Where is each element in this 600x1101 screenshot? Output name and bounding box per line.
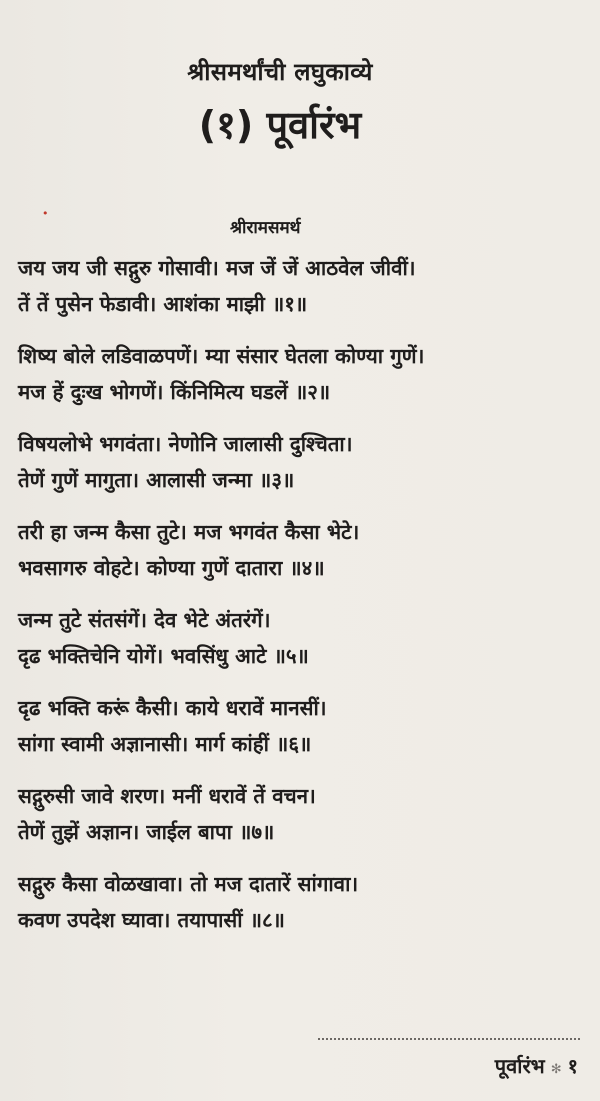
verse-6 (18, 690, 588, 762)
author-name: श्रीरामसमर्थ (230, 218, 301, 238)
page-number: १ (567, 1054, 578, 1078)
verse-line: शिष्य बोले लडिवाळपणें। म्या संसार घेतला कोण्या गुणें। (18, 344, 425, 368)
verse-line: तें तें पुसेन फेडावी। आशंका माझी ॥१॥ (18, 292, 308, 316)
verse-line: तेणें तुझें अज्ञान। जाईल बापा ॥७॥ (18, 820, 275, 844)
verse-line: जन्म तुटे संतसंगें। देव भेटे अंतरंगें। (18, 608, 271, 632)
verse-8 (18, 866, 588, 938)
verse-line: भवसागरु वोहटे। कोण्या गुणें दातारा ॥४॥ (18, 556, 325, 580)
verse-line: दृढ भक्ति करूं कैसी। काये धरावें मानसीं। (18, 696, 327, 720)
verse-line: सद्गुरु कैसा वोळखावा। तो मज दातारें सांगावा। (18, 872, 359, 896)
verse-5 (18, 602, 588, 674)
verse-4 (18, 514, 588, 586)
series-title: श्रीसमर्थांची लघुकाव्ये (187, 58, 373, 86)
ink-mark: • (42, 207, 49, 220)
verse-line: तरी हा जन्म कैसा तुटे। मज भगवंत कैसा भेटे। (18, 520, 360, 544)
verse-3 (18, 426, 588, 498)
page-footer (495, 1052, 578, 1079)
verse-line: तेणें गुणें मागुता। आलासी जन्मा ॥३॥ (18, 468, 295, 492)
verse-line: दृढ भक्तिचेनि योगें। भवसिंधु आटे ॥५॥ (18, 644, 309, 668)
flower-ornament-icon: ✻ (550, 1062, 562, 1077)
footer-section-title: पूर्वारंभ (494, 1054, 545, 1078)
verse-list (18, 250, 588, 954)
verse-line: सांगा स्वामी अज्ञानासी। मार्ग कांहीं ॥६॥ (18, 732, 312, 756)
verse-line: सद्गुरुसी जावे शरण। मनीं धरावें तें वचन। (18, 784, 316, 808)
page-title: (१) पूर्वारंभ (198, 103, 362, 147)
verse-2 (18, 338, 588, 410)
verse-line: विषयलोभे भगवंता। नेणोनि जालासी दुश्चिता। (18, 432, 353, 456)
verse-7 (18, 778, 588, 850)
verse-line: कवण उपदेश घ्यावा। तयापासीं ॥८॥ (18, 908, 285, 932)
verse-line: मज हें दुःख भोगणें। किंनिमित्य घडलें ॥२॥ (18, 380, 331, 404)
verse-line: जय जय जी सद्गुरु गोसावी। मज जें जें आठवेल जीवीं। (18, 256, 416, 280)
footer-divider (318, 1038, 580, 1040)
verse-1 (18, 250, 588, 322)
